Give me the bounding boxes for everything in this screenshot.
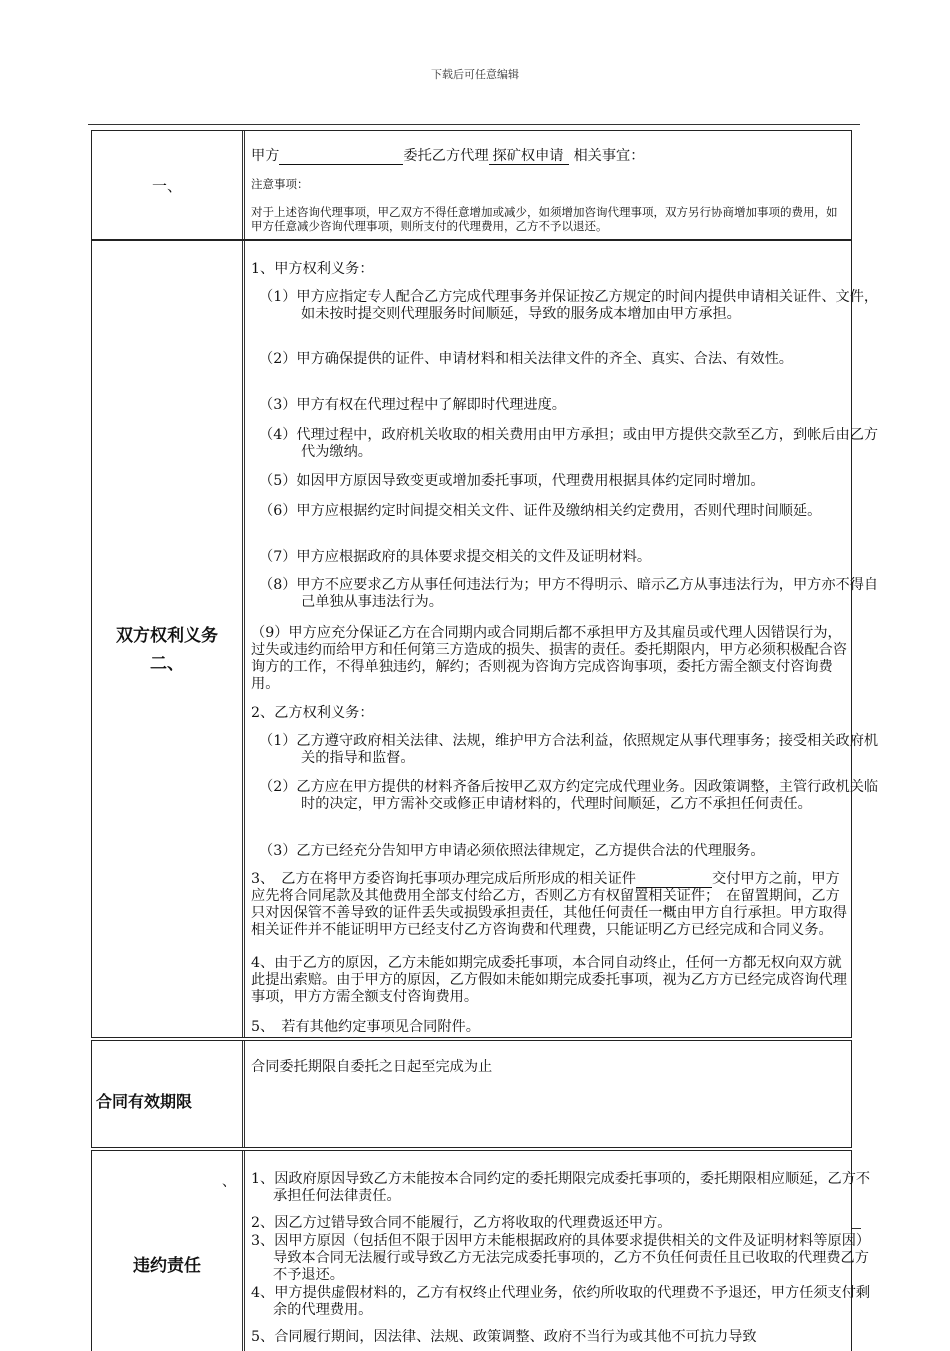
- section-2-label-title: 双方权利义务: [116, 626, 218, 646]
- party-b-item: （3）乙方已经充分告知甲方申请必须依照法律规定，乙方提供合法的代理服务。: [259, 843, 765, 859]
- header-note: 下载后可任意编辑: [431, 68, 519, 81]
- clause-3-prefix: 3、 乙方在将甲方委咨询托事项办理完成后所形成的相关证件: [251, 871, 636, 887]
- party-a-item: （8）甲方不应要求乙方从事任何违法行为；甲方不得明示、暗示乙方从事违法行为，甲方亦不得自己单独从事违法行为。: [259, 577, 879, 610]
- party-a-title: 1、甲方权利义务：: [251, 261, 374, 277]
- delegation-line: [251, 148, 847, 165]
- section-2-content-cell: [247, 241, 879, 1037]
- party-a-item: （4）代理过程中，政府机关收取的相关费用由甲方承担；或由甲方提供交款至乙方，到帐后由乙方代为缴纳。: [259, 427, 879, 460]
- section-3-content-cell: [247, 1041, 851, 1147]
- stray-comma: 、: [222, 1174, 236, 1190]
- notice-title: 注意事项：: [251, 177, 309, 191]
- section-4-content-cell: [247, 1151, 871, 1351]
- top-rule: [88, 124, 860, 125]
- section-4-row: [91, 1150, 871, 1351]
- party-a-item: （1）甲方应指定专人配合乙方完成代理事务并保证按乙方规定的时间内提供申请相关证件、文件，如未按时提交则代理服务时间顺延，导致的服务成本增加由甲方承担。: [259, 289, 879, 322]
- notice-text: 对于上述咨询代理事项，甲乙双方不得任意增加或减少，如须增加咨询代理事项，双方另行协商增加事项的费用，如甲方任意减少咨询代理事项，则所支付的代理费用，乙方不予以退还。: [251, 205, 838, 233]
- party-a-item: （2）甲方确保提供的证件、申请材料和相关法律文件的齐全、真实、合法、有效性。: [259, 351, 793, 367]
- term-text: 合同委托期限自委托之日起至完成为止: [251, 1059, 493, 1075]
- liability-item: 3、因甲方原因（包括但不限于因甲方未能根据政府的具体要求提供相关的文件及证明材料等原因）导致本合同无法履行或导致乙方无法完成委托事项的，乙方不负任何责任且已收取的代理费乙方不予退还。: [251, 1233, 871, 1283]
- party-b-item: （1）乙方遵守政府相关法律、法规，维护甲方合法利益，依照规定从事代理事务；接受相关政府机关的指导和监督。: [259, 733, 879, 766]
- section-2-label-number: 二、: [150, 654, 184, 674]
- party-a-item: （5）如因甲方原因导致变更或增加委托事项，代理费用根据具体约定同时增加。: [259, 473, 765, 489]
- liability-item: 4、甲方提供虚假材料的，乙方有权终止代理业务，依约所收取的代理费不予退还，甲方任须支付剩余的代理费用。: [251, 1285, 871, 1318]
- section-1-label-cell: [92, 131, 245, 239]
- party-a-blank: [279, 149, 403, 165]
- liability-item: 5、合同履行期间，因法律、法规、政策调整、政府不当行为或其他不可抗力导致: [251, 1329, 757, 1345]
- delegation-prefix: 甲方: [251, 148, 280, 164]
- section-3-label-cell: [92, 1041, 245, 1147]
- section-3-label: 合同有效期限: [96, 1092, 193, 1111]
- liability-item: 1、因政府原因导致乙方未能按本合同约定的委托期限完成委托事项的，委托期限相应顺延，乙方不承担任何法律责任。: [251, 1171, 871, 1204]
- section-4-label-cell: [92, 1151, 245, 1351]
- clause-4: 4、由于乙方的原因，乙方未能如期完成委托事项，本合同自动终止，任何一方都无权向双方就此提出索赔。由于甲方的原因，乙方假如未能如期完成委托事项，视为乙方方已经完成咨询代理事项，甲方方需全额支付咨询费用。: [251, 955, 847, 1005]
- party-a-item: （3）甲方有权在代理过程中了解即时代理进度。: [259, 397, 566, 413]
- party-a-item: （6）甲方应根据约定时间提交相关文件、证件及缴纳相关约定费用，否则代理时间顺延。: [259, 503, 822, 519]
- section-4-label: 违约责任: [133, 1256, 201, 1276]
- certificate-blank: [636, 872, 712, 888]
- section-3-row: [91, 1040, 852, 1148]
- party-a-item-9: （9）甲方应充分保证乙方在合同期内或合同期后都不承担甲方及其雇员或代理人因错误行为，过失或违约而给甲方和任何第三方造成的损失、损害的责任。委托期限内，甲方必须积极配合咨询方的工作，不得单独违约，解约；否则视为咨询方完成咨询事项，委托方需全额支付咨询费用。: [251, 625, 847, 692]
- party-b-item: （2）乙方应在甲方提供的材料齐备后按甲乙双方约定完成代理业务。因政策调整，主管行政机关临时的决定，甲方需补交或修正申请材料的，代理时间顺延，乙方不承担任何责任。: [259, 779, 879, 812]
- section-1-label: 一、: [151, 177, 182, 195]
- clause-3: [251, 871, 849, 939]
- clause-5: 5、 若有其他约定事项见合同附件。: [251, 1019, 480, 1035]
- liability-item: 2、因乙方过错导致合同不能履行，乙方将收取的代理费返还甲方。: [251, 1215, 672, 1231]
- section-2-label-cell: [92, 241, 245, 1037]
- party-b-title: 2、乙方权利义务：: [251, 705, 374, 721]
- party-a-item: （7）甲方应根据政府的具体要求提交相关的文件及证明材料。: [259, 549, 652, 565]
- delegation-middle: 委托乙方代理: [403, 148, 489, 164]
- delegation-suffix: 相关事宜：: [573, 148, 645, 164]
- side-tick: [852, 1228, 861, 1229]
- section-1-row: [91, 130, 852, 240]
- delegation-item: 探矿权申请: [489, 148, 570, 165]
- section-2-row: [91, 240, 879, 1038]
- section-1-content-cell: [247, 131, 851, 239]
- clause-3-text: 交付甲方之前，甲方应先将合同尾款及其他费用全部支付给乙方，否则乙方有权留置相关证件； 在留置期间，乙方只对因保管不善导致的证件丢失或损毁承担责任，其他任何责任一概由甲方自行承担。甲方取得相关证件并不能证明甲方已经支付乙方咨询费和代理费，只能证明乙方已经完成和合同义务。: [251, 871, 847, 938]
